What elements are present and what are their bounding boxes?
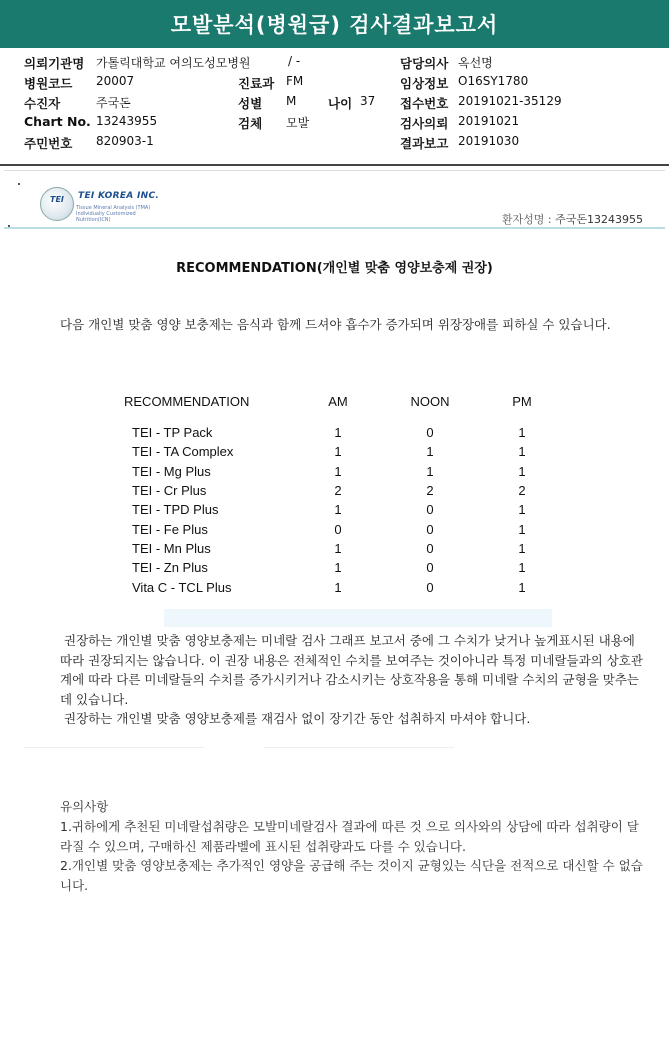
note-paragraph-1: 권장하는 개인별 맞춤 영양보충제는 미네랄 검사 그래프 보고서 중에 그 수치가 낮거나 높게표시된 내용에 따라 권장되지는 않습니다. 이 권장 내용은 전체적인 수치를 보여주는 것이아니라 특정 미네랄들과의 상호관계에 따라 다른 미네랄들의 수치를 증가시키거나 감소시키는 상호작용을 통해 미네랄 수치의 균형을 맞추는데 있습니다.	[60, 633, 643, 707]
intro-paragraph: 다음 개인별 맞춤 영양 보충제는 음식과 함께 드셔야 흡수가 증가되며 위장장애를 피하실 수 있습니다.	[60, 317, 611, 332]
table-header-row	[124, 393, 553, 423]
am-dose: 1	[334, 579, 342, 595]
patient-label: 수진자	[24, 96, 61, 111]
table-row	[124, 577, 553, 596]
am-dose: 1	[334, 560, 342, 576]
gender-label: 성별	[238, 96, 263, 111]
recommendation-heading: RECOMMENDATION(개인별 맞춤 영양보충제 권장)	[176, 261, 493, 276]
patient-info-block	[0, 52, 669, 160]
caution-item-1: 1.귀하에게 추천된 미네랄섭취량은 모발미네랄검사 결과에 따른 것 으로 의사와의 상담에 따라 섭취량이 달라질 수 있으며, 구매하신 제품라벨에 표시된 섭취량과도 다를 수 있습니다.	[60, 819, 639, 854]
intro-text	[60, 315, 640, 335]
noon-dose: 0	[426, 579, 434, 595]
noon-dose: 0	[426, 425, 434, 441]
table-row	[124, 558, 553, 577]
col-am: AM	[328, 394, 348, 409]
pm-dose: 1	[518, 560, 526, 576]
institution-value: 가톨릭대학교 여의도성모병원	[96, 56, 251, 70]
caution-item-2: 2.개인별 맞춤 영양보충제는 추가적인 영양을 공급해 주는 것이지 균형있는 식단을 전적으로 대신할 수 없습니다.	[60, 858, 643, 893]
noon-dose: 2	[426, 483, 434, 499]
table-row	[124, 462, 553, 481]
noon-dose: 0	[426, 560, 434, 576]
supplement-name: TEI - TA Complex	[132, 444, 234, 460]
noon-dose: 0	[426, 521, 434, 537]
receipt-no-label: 접수번호	[400, 96, 449, 111]
table-row	[124, 500, 553, 519]
specimen-label: 검체	[238, 116, 263, 131]
table-row	[124, 442, 553, 461]
supplement-name: TEI - Zn Plus	[132, 560, 208, 576]
gender-value: M	[286, 94, 297, 108]
noon-dose: 0	[426, 502, 434, 518]
corner-dot	[18, 183, 20, 185]
clinical-info-value: O16SY1780	[458, 74, 529, 88]
patient-name-label: 환자성명 :	[501, 213, 552, 226]
noon-dose: 1	[426, 463, 434, 479]
col-pm: PM	[512, 394, 532, 409]
age-label: 나이	[328, 96, 353, 111]
caution-list	[60, 817, 645, 895]
logo-tagline: Tissue Mineral Analysis (TMA) Individually Customized Nutrition(ICN)	[76, 205, 151, 223]
report-date-label: 결과보고	[400, 136, 449, 151]
department-value: FM	[286, 74, 304, 88]
logo-mark: TEI	[50, 195, 64, 204]
highlight-band	[164, 609, 552, 627]
pm-dose: 1	[518, 425, 526, 441]
supplement-name: TEI - Cr Plus	[132, 483, 207, 499]
logo-name: TEI KOREA INC.	[78, 191, 160, 201]
report-title: 모발분석(병원급) 검사결과보고서	[0, 0, 669, 48]
noon-dose: 0	[426, 540, 434, 556]
noon-dose: 1	[426, 444, 434, 460]
supplement-name: TEI - Mn Plus	[132, 540, 211, 556]
resident-no-label: 주민번호	[24, 136, 73, 151]
department-label: 진료과	[238, 76, 275, 91]
table-row	[124, 423, 553, 442]
faint-rule	[264, 747, 454, 748]
resident-no-value: 820903-1	[96, 134, 154, 148]
pm-dose: 1	[518, 540, 526, 556]
patient-name-line	[502, 211, 643, 227]
am-dose: 0	[334, 521, 342, 537]
report-date-value: 20191030	[458, 134, 520, 148]
am-dose: 2	[334, 483, 342, 499]
institution-label: 의뢰기관명	[24, 56, 85, 71]
globe-icon	[40, 187, 74, 221]
chart-no-value: 13243955	[96, 114, 158, 128]
col-recommendation: RECOMMENDATION	[124, 394, 250, 409]
am-dose: 1	[334, 502, 342, 518]
table-row	[124, 481, 553, 500]
header-divider	[0, 164, 669, 166]
pm-dose: 1	[518, 502, 526, 518]
note-paragraph-2: 권장하는 개인별 맞춤 영양보충제를 재검사 없이 장기간 동안 섭취하지 마셔야 합니다.	[64, 711, 531, 726]
clinical-info-label: 임상정보	[400, 76, 449, 91]
institution-extra: / -	[288, 54, 301, 68]
pm-dose: 1	[518, 579, 526, 595]
supplement-name: TEI - TPD Plus	[132, 502, 219, 518]
faint-rule	[24, 747, 204, 748]
recommendation-table	[124, 393, 553, 597]
caution-heading: 유의사항	[60, 799, 109, 814]
logo-divider	[4, 227, 665, 229]
am-dose: 1	[334, 540, 342, 556]
recommendation-page	[4, 170, 665, 1029]
chart-no-label: Chart No.	[24, 114, 91, 129]
hospital-code-value: 20007	[96, 74, 135, 88]
request-date-label: 검사의뢰	[400, 116, 449, 131]
doctor-value: 옥선명	[458, 56, 493, 70]
supplement-name: Vita C - TCL Plus	[132, 579, 232, 595]
table-row	[124, 519, 553, 538]
hospital-code-label: 병원코드	[24, 76, 73, 91]
supplement-name: TEI - TP Pack	[132, 425, 213, 441]
pm-dose: 1	[518, 521, 526, 537]
patient-value: 주국돈	[96, 96, 131, 110]
pm-dose: 1	[518, 463, 526, 479]
tei-logo	[40, 185, 160, 221]
recommendation-notes	[60, 631, 645, 729]
age-value: 37	[360, 94, 376, 108]
receipt-no-value: 20191021-35129	[458, 94, 562, 108]
pm-dose: 1	[518, 444, 526, 460]
supplement-name: TEI - Fe Plus	[132, 521, 208, 537]
am-dose: 1	[334, 444, 342, 460]
table-row	[124, 539, 553, 558]
col-noon: NOON	[410, 394, 450, 409]
supplement-name: TEI - Mg Plus	[132, 463, 211, 479]
request-date-value: 20191021	[458, 114, 520, 128]
pm-dose: 2	[518, 483, 526, 499]
am-dose: 1	[334, 463, 342, 479]
specimen-value: 모발	[286, 116, 310, 130]
doctor-label: 담당의사	[400, 56, 449, 71]
am-dose: 1	[334, 425, 342, 441]
patient-name-value: 주국돈13243955	[555, 213, 643, 226]
